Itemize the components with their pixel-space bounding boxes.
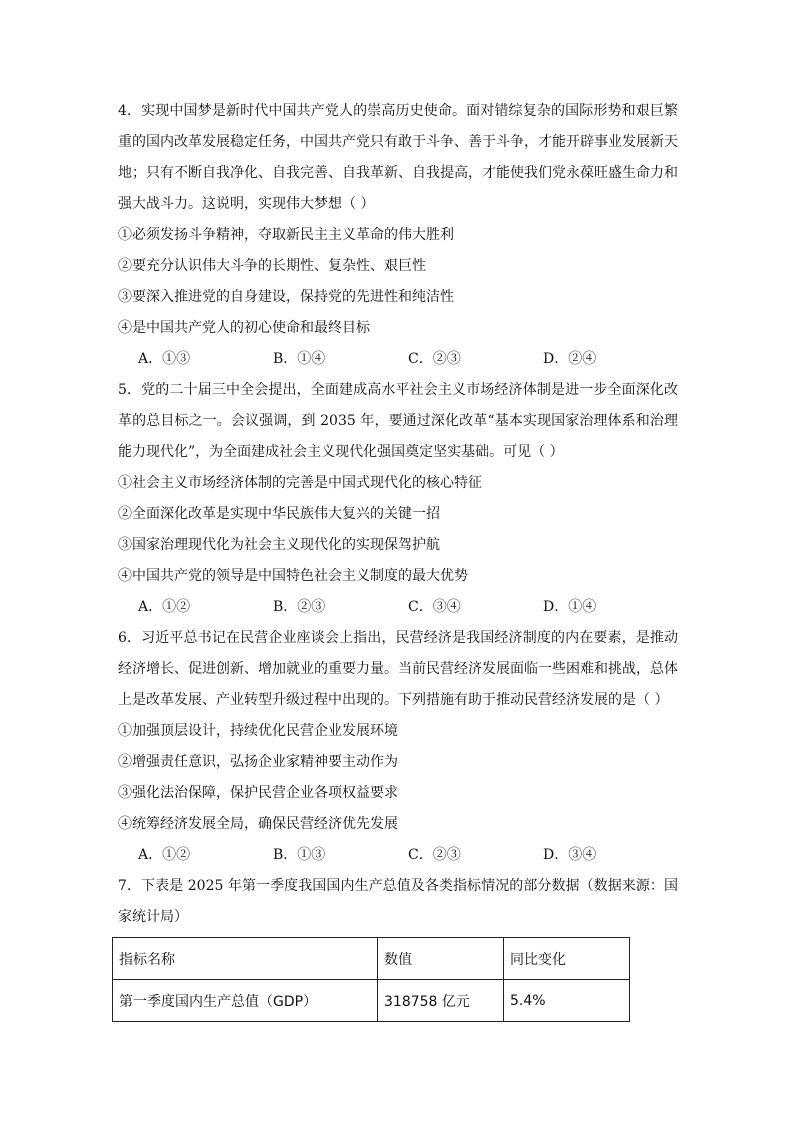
question-stem: 6．习近平总书记在民营企业座谈会上指出，民营经济是我国经济制度的内在要素，是推动经济增长、促进创新、增加就业的重要力量。当前民营经济发展面临一些困难和挑战，总体上是改革发展、产业转型升级过程中出现的。下列措施有助于推动民营经济发展的是（ ） — [118, 630, 678, 708]
option-item: ①加强顶层设计，持续优化民营企业发展环境 — [118, 723, 398, 739]
option-item: ④统筹经济发展全局，确保民营经济优先发展 — [118, 816, 398, 832]
question-page — [118, 96, 678, 933]
question-stem: 7．下表是 2025 年第一季度我国国内生产总值及各类指标情况的部分数据（数据来源：国家统计局） — [118, 878, 678, 925]
table-cell: 318758 亿元 — [378, 980, 504, 1022]
option-item: ④是中国共产党人的初心使命和最终目标 — [118, 320, 370, 336]
choice-c: C．②③ — [408, 847, 461, 863]
data-table — [112, 937, 630, 1022]
question-6 — [118, 623, 678, 871]
option-item: ③国家治理现代化为社会主义现代化的实现保驾护航 — [118, 537, 440, 553]
table-row — [113, 980, 630, 1022]
choice-c: C．②③ — [408, 351, 461, 367]
choice-a: A．①③ — [138, 351, 191, 367]
choice-d: D．①④ — [543, 599, 597, 615]
table-header-row — [113, 938, 630, 980]
answer-choices — [118, 592, 678, 623]
option-item: ③强化法治保障，保护民营企业各项权益要求 — [118, 785, 398, 801]
choice-d: D．②④ — [543, 351, 597, 367]
choice-b: B．②③ — [273, 599, 326, 615]
choice-a: A．①② — [138, 847, 191, 863]
option-item: ①社会主义市场经济体制的完善是中国式现代化的核心特征 — [118, 475, 482, 491]
choice-c: C．③④ — [408, 599, 461, 615]
choice-a: A．①② — [138, 599, 191, 615]
table-header-cell: 数值 — [378, 938, 504, 980]
table-cell: 第一季度国内生产总值（GDP） — [113, 980, 378, 1022]
table-header-cell: 指标名称 — [113, 938, 378, 980]
question-stem: 5．党的二十届三中全会提出，全面建成高水平社会主义市场经济体制是进一步全面深化改革的总目标之一。会议强调，到 2035 年，要通过深化改革“基本实现国家治理体系和治理能力现代化”，为全面建成社会主义现代化强国奠定坚实基础。可见（ ） — [118, 382, 678, 460]
question-5 — [118, 375, 678, 623]
answer-choices — [118, 840, 678, 871]
option-item: ②要充分认识伟大斗争的长期性、复杂性、艰巨性 — [118, 258, 426, 274]
question-4 — [118, 96, 678, 375]
option-item: ④中国共产党的领导是中国特色社会主义制度的最大优势 — [118, 568, 468, 584]
option-item: ③要深入推进党的自身建设，保持党的先进性和纯洁性 — [118, 289, 454, 305]
option-item: ②增强责任意识，弘扬企业家精神要主动作为 — [118, 754, 398, 770]
choice-d: D．③④ — [543, 847, 597, 863]
choice-b: B．①③ — [273, 847, 326, 863]
question-stem: 4．实现中国梦是新时代中国共产党人的崇高历史使命。面对错综复杂的国际形势和艰巨繁重的国内改革发展稳定任务，中国共产党只有敢于斗争、善于斗争，才能开辟事业发展新天地；只有不断自我净化、自我完善、自我革新、自我提高，才能使我们党永葆旺盛生命力和强大战斗力。这说明，实现伟大梦想（ ） — [118, 103, 678, 212]
table-header-cell: 同比变化 — [504, 938, 630, 980]
question-7 — [118, 871, 678, 933]
option-item: ①必须发扬斗争精神，夺取新民主主义革命的伟大胜利 — [118, 227, 454, 243]
table-cell: 5.4% — [504, 980, 630, 1022]
option-item: ②全面深化改革是实现中华民族伟大复兴的关键一招 — [118, 506, 440, 522]
choice-b: B．①④ — [273, 351, 326, 367]
answer-choices — [118, 344, 678, 375]
